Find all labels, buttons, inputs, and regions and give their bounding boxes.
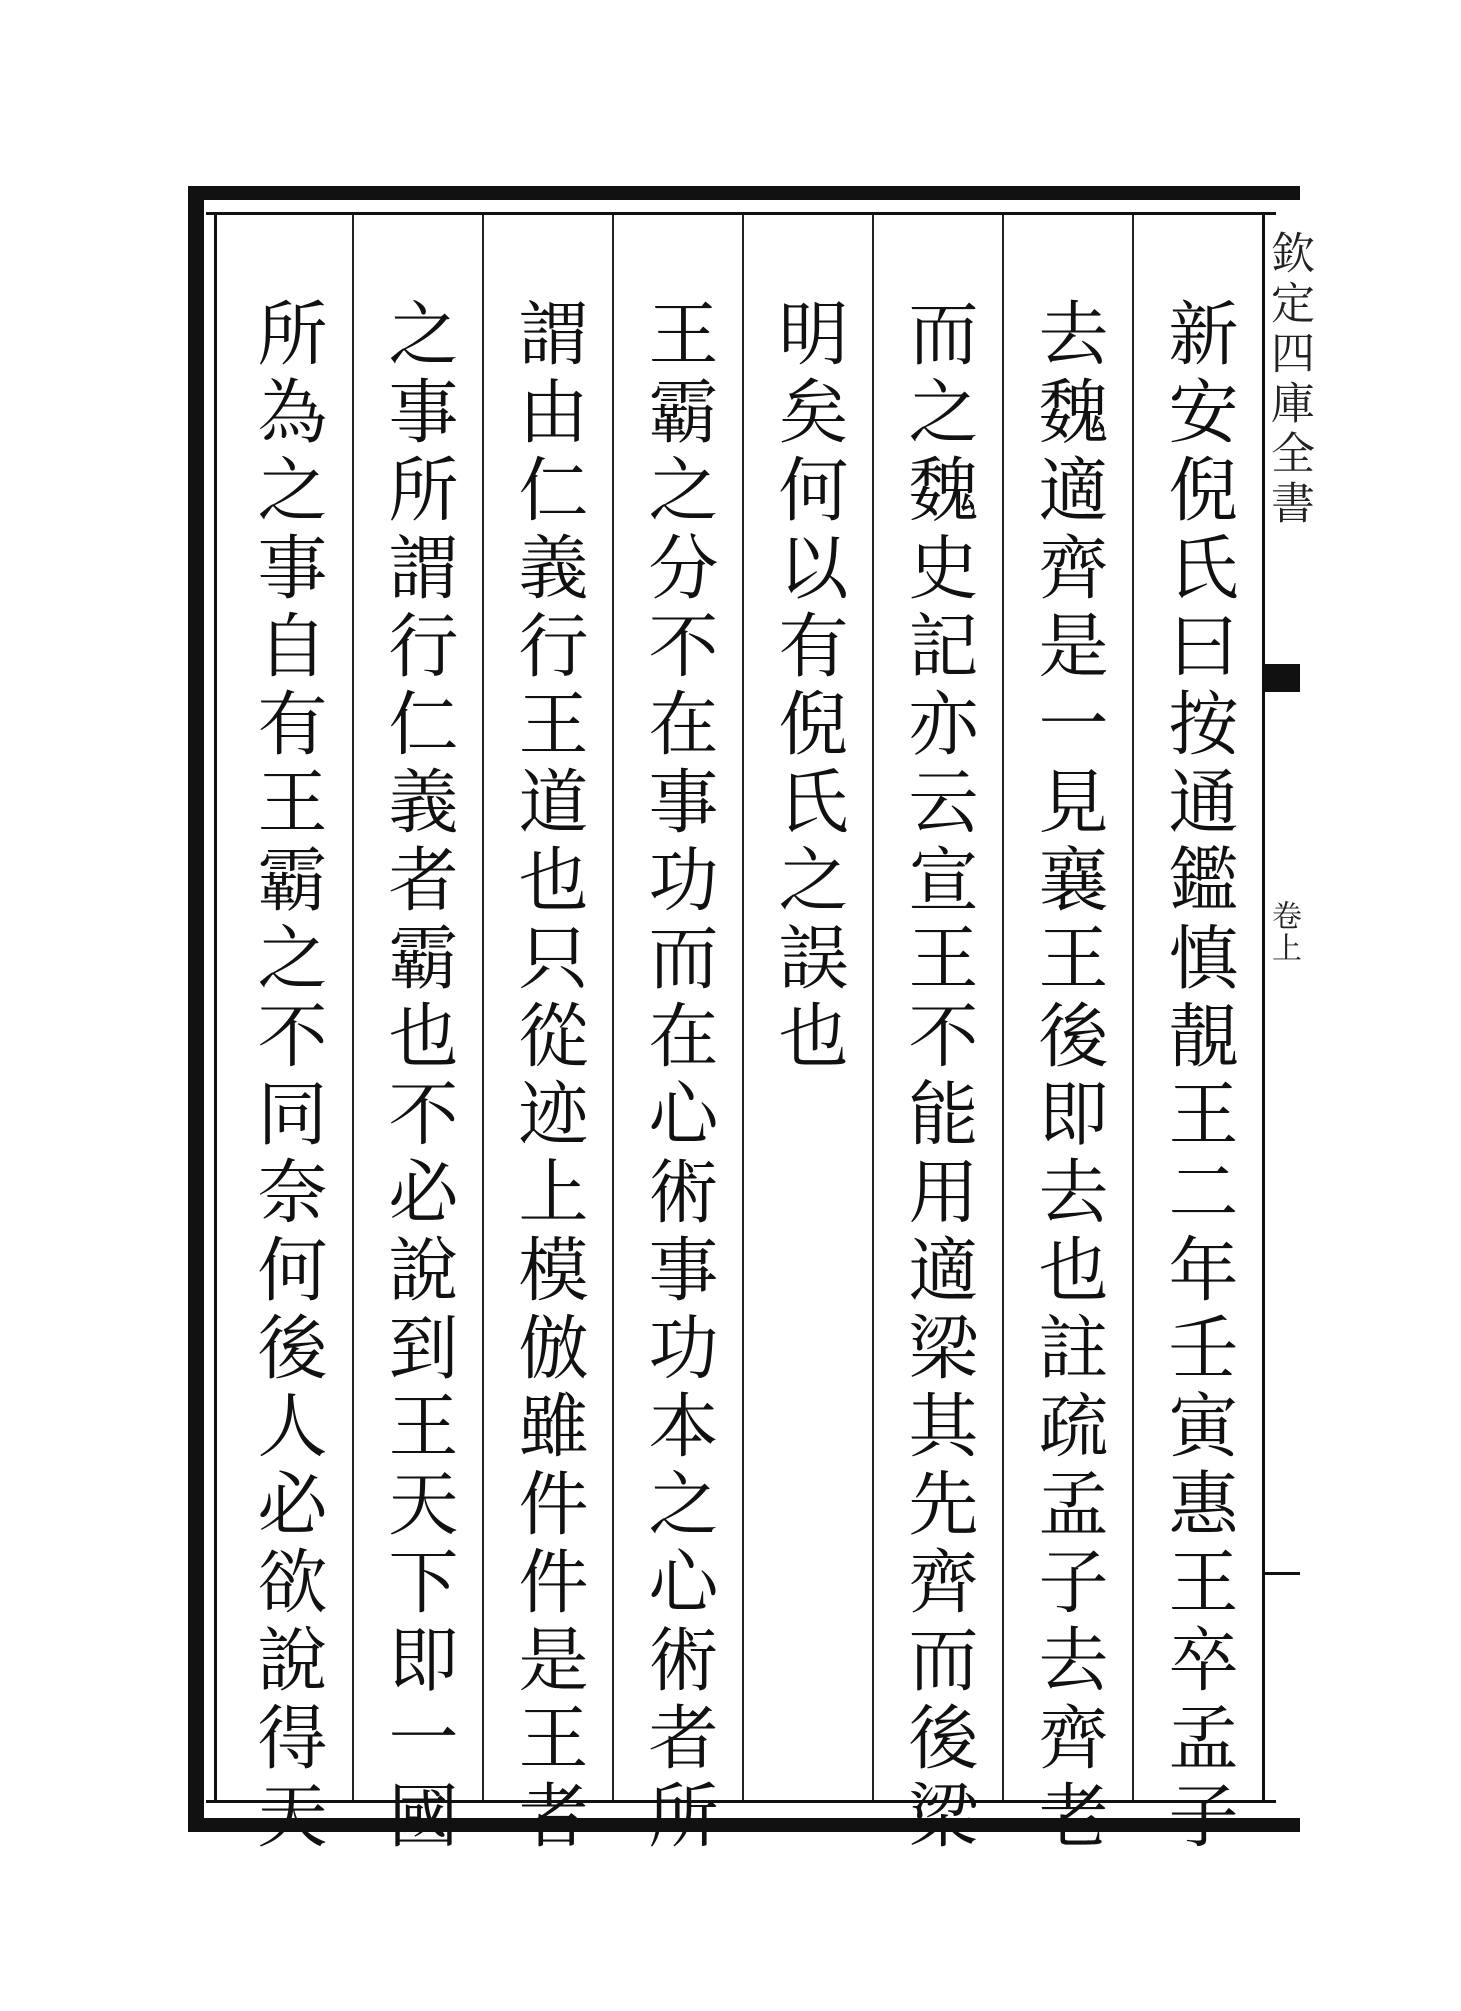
- volume-label: 卷上: [1266, 900, 1301, 964]
- text-column-4: [742, 215, 872, 1800]
- column-text: 之事所謂行仁義者霸也不必說到王天下即一國: [377, 297, 459, 1857]
- column-text: 謂由仁義行王道也只從迹上模倣雖件件是王者: [507, 297, 589, 1857]
- text-column-6: [482, 215, 612, 1857]
- fold-column-title: 欽定四庫全書: [1263, 230, 1314, 530]
- text-column-5: [612, 215, 742, 1857]
- text-column-1: [1132, 215, 1262, 1857]
- frame-bottom-border: [188, 1818, 1300, 1832]
- frame-top-border: [188, 186, 1300, 200]
- fish-tail-mark: [1262, 664, 1300, 692]
- frame-bottom-inner-line: [206, 1800, 1276, 1803]
- column-text: 去魏適齊是一見襄王後即去也註疏孟子去齊老: [1027, 297, 1109, 1857]
- text-column-8: [222, 215, 352, 1857]
- text-column-2: [1002, 215, 1132, 1857]
- column-text: 新安倪氏曰按通鑑慎靚王二年壬寅惠王卒孟子: [1157, 297, 1239, 1857]
- text-column-7: [352, 215, 482, 1857]
- fold-column-divider: [1262, 1572, 1300, 1575]
- column-text: 明矣何以有倪氏之誤也: [767, 297, 849, 1077]
- column-text: 王霸之分不在事功而在心術事功本之心術者所: [637, 297, 719, 1857]
- column-text: 所為之事自有王霸之不同奈何後人必欲說得天: [246, 297, 328, 1857]
- text-columns: [217, 215, 1262, 1857]
- frame-left-border: [188, 186, 204, 1832]
- text-column-3: [872, 215, 1002, 1857]
- column-text: 而之魏史記亦云宣王不能用適梁其先齊而後梁: [897, 297, 979, 1857]
